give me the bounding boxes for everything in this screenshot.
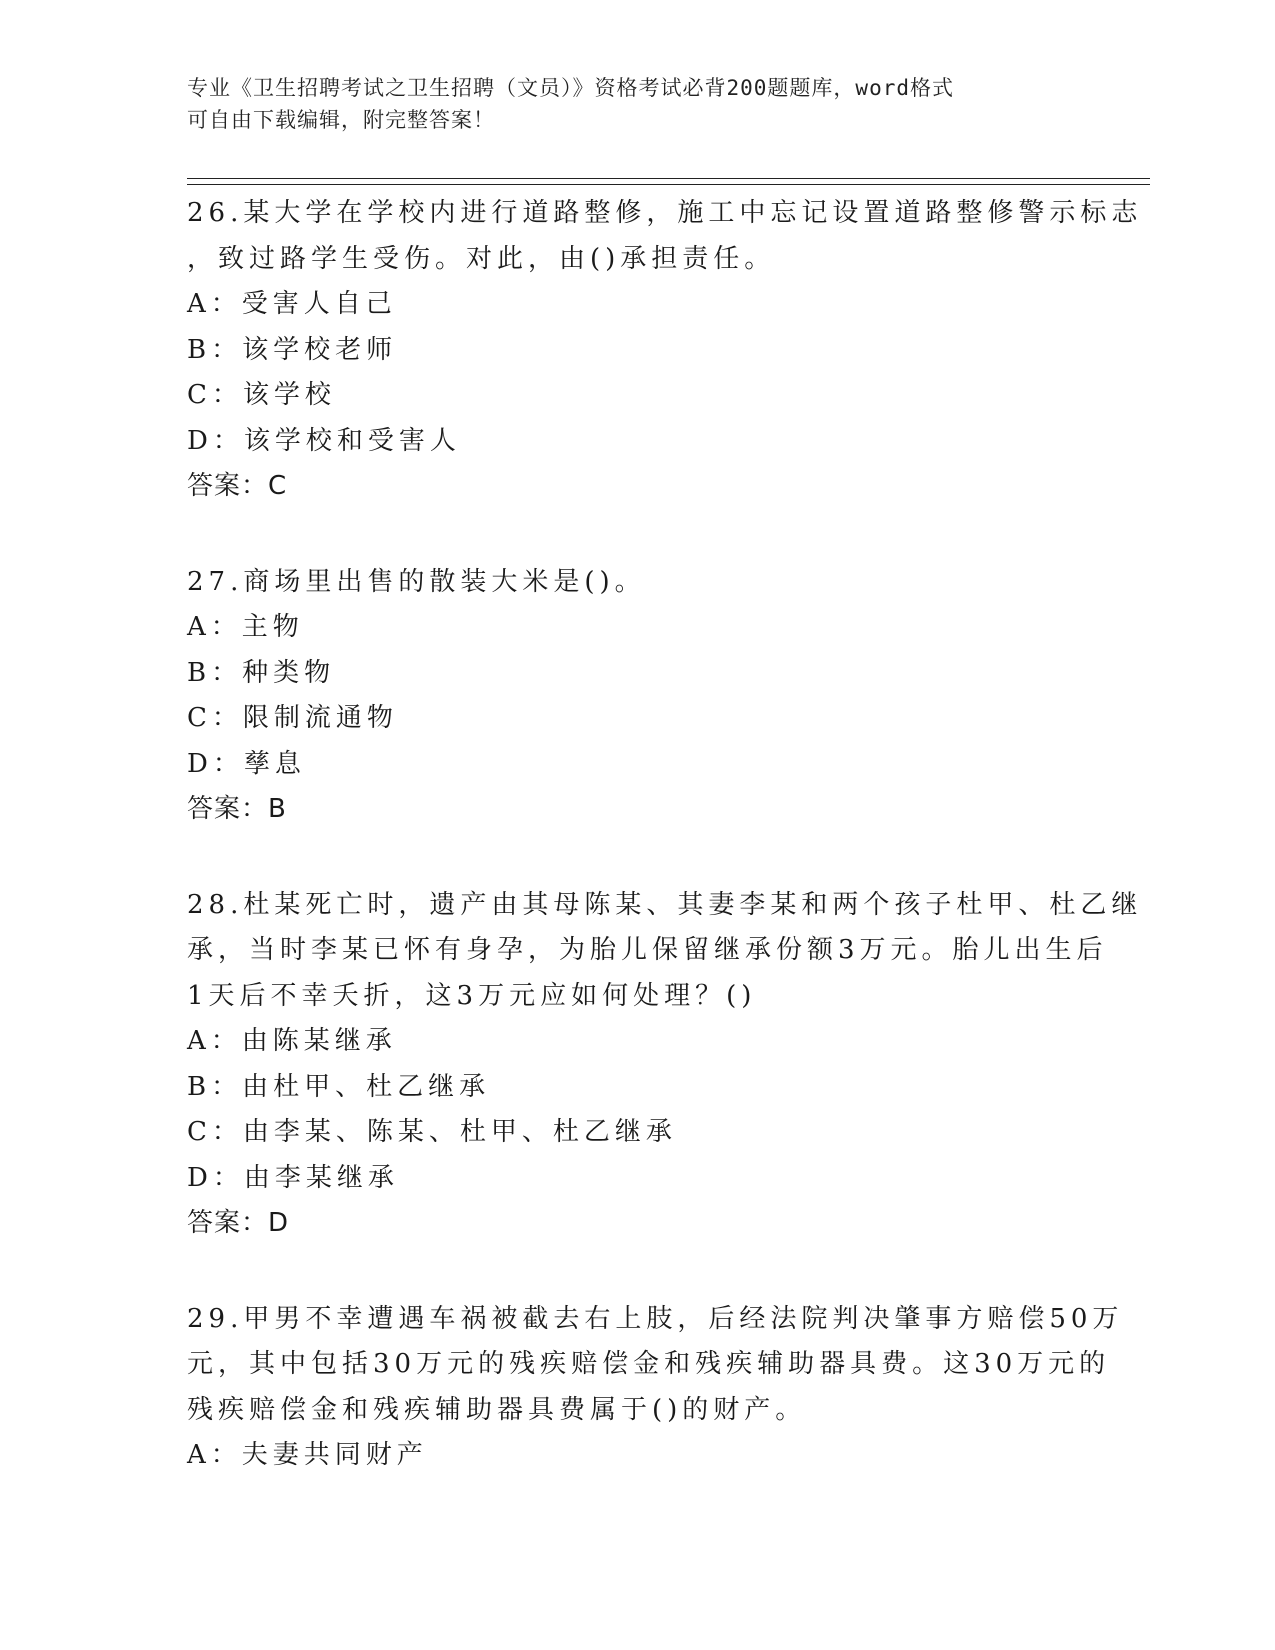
option-b: B：种类物 (187, 657, 336, 688)
question-stem-line: 残疾赔偿金和残疾辅助器具费属于()的财产。 (187, 1394, 807, 1425)
option-c: C：限制流通物 (187, 703, 398, 733)
header-divider-bottom (187, 184, 1150, 185)
question-28 (187, 883, 1143, 1247)
option-d: D：该学校和受害人 (187, 425, 461, 456)
option-b: B：该学校老师 (187, 334, 398, 365)
option-d: D：由李某继承 (187, 1162, 399, 1193)
question-27 (187, 560, 1087, 833)
question-stem-line: 26.某大学在学校内进行道路整修，施工中忘记设置道路整修警示标志 (187, 198, 1143, 228)
option-d: D：孳息 (187, 748, 306, 779)
option-c: C：该学校 (187, 380, 336, 410)
header-divider-top (187, 178, 1150, 179)
document-header (187, 72, 1067, 136)
question-stem-line: 28.杜某死亡时，遗产由其母陈某、其妻李某和两个孩子杜甲、杜乙继 (187, 889, 1143, 920)
question-26 (187, 191, 1143, 510)
option-a: A：由陈某继承 (187, 1026, 397, 1056)
option-b: B：由杜甲、杜乙继承 (187, 1071, 491, 1102)
answer-label: 答案：C (187, 471, 288, 501)
question-stem-line: 29.甲男不幸遭遇车祸被截去右上肢，后经法院判决肇事方赔偿50万 (187, 1303, 1124, 1334)
question-stem-line: ，致过路学生受伤。对此，由()承担责任。 (187, 243, 776, 274)
answer-label: 答案：B (187, 794, 287, 824)
header-line-2: 可自由下载编辑，附完整答案！ (187, 108, 495, 132)
option-c: C：由李某、陈某、杜甲、杜乙继承 (187, 1117, 677, 1147)
question-stem-line: 元，其中包括30万元的残疾赔偿金和残疾辅助器具费。这30万元的 (187, 1349, 1111, 1379)
option-a: A：夫妻共同财产 (187, 1440, 428, 1470)
header-line-1: 专业《卫生招聘考试之卫生招聘（文员）》资格考试必背200题题库，word格式 (187, 76, 954, 100)
option-a: A：受害人自己 (187, 289, 397, 319)
question-stem-line: 27.商场里出售的散装大米是()。 (187, 566, 646, 597)
option-a: A：主物 (187, 612, 304, 642)
question-29 (187, 1297, 1124, 1479)
answer-label: 答案：D (187, 1208, 290, 1238)
question-list (187, 191, 1143, 1529)
question-stem-line: 1天后不幸夭折，这3万元应如何处理？() (187, 980, 757, 1011)
question-stem-line: 承，当时李某已怀有身孕，为胎儿保留继承份额3万元。胎儿出生后 (187, 935, 1108, 965)
